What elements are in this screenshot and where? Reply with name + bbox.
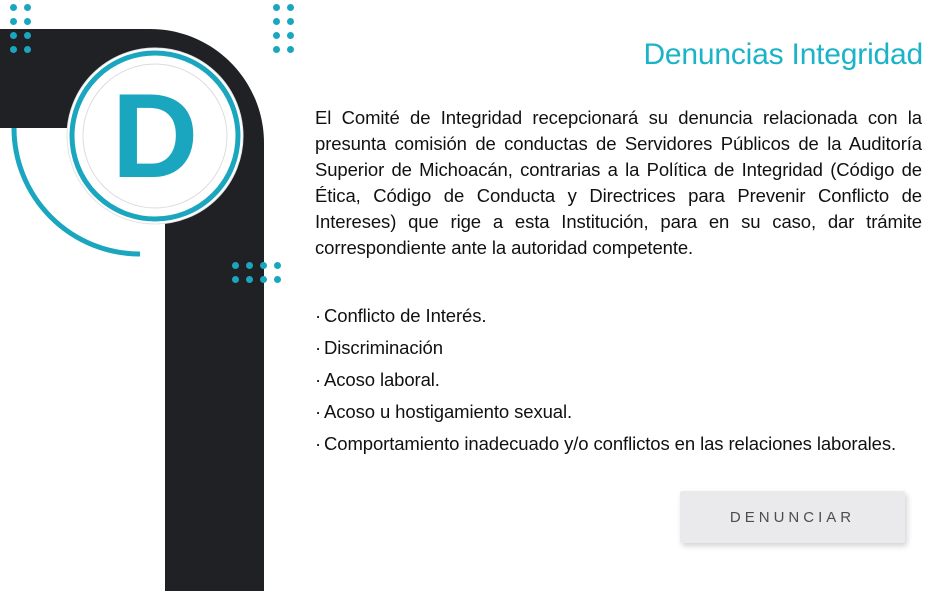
bullet-marker: · [315, 305, 322, 326]
brand-graphic [0, 0, 320, 591]
logo-letter-d: D [111, 69, 199, 203]
bullet-marker: · [315, 369, 322, 390]
denunciar-button[interactable]: DENUNCIAR [680, 491, 905, 543]
list-item-label: Discriminación [324, 337, 443, 358]
page-title: Denuncias Integridad [643, 38, 923, 71]
list-item [315, 364, 927, 396]
list-item-label: Acoso u hostigamiento sexual. [324, 401, 573, 422]
bullet-marker: · [315, 401, 322, 422]
brand-shape [0, 0, 320, 591]
content-column [313, 0, 933, 591]
list-item [315, 428, 927, 460]
intro-paragraph: El Comité de Integridad recepcionará su denuncia relacionada con la presunta comisión de conductas de Servidores Públicos de la Auditoría Superior de Michoacán, contrarias a la Política de Integridad (Código de Ética, Código de Conducta y Directrices para Prevenir Conflicto de Intereses) que rige a esta Institución, para en su caso, dar trámite correspondiente ante la autoridad competente. [315, 107, 922, 258]
denuncia-types-list [315, 300, 927, 460]
list-item [315, 332, 927, 364]
list-item [315, 396, 927, 428]
bullet-marker: · [315, 433, 322, 454]
list-item-label: Conflicto de Interés. [324, 305, 487, 326]
denunciar-button-wrap [680, 491, 905, 543]
list-item [315, 300, 927, 332]
list-item-label: Acoso laboral. [324, 369, 440, 390]
list-item-label: Comportamiento inadecuado y/o conflictos en las relaciones laborales. [324, 433, 897, 454]
bullet-marker: · [315, 337, 322, 358]
